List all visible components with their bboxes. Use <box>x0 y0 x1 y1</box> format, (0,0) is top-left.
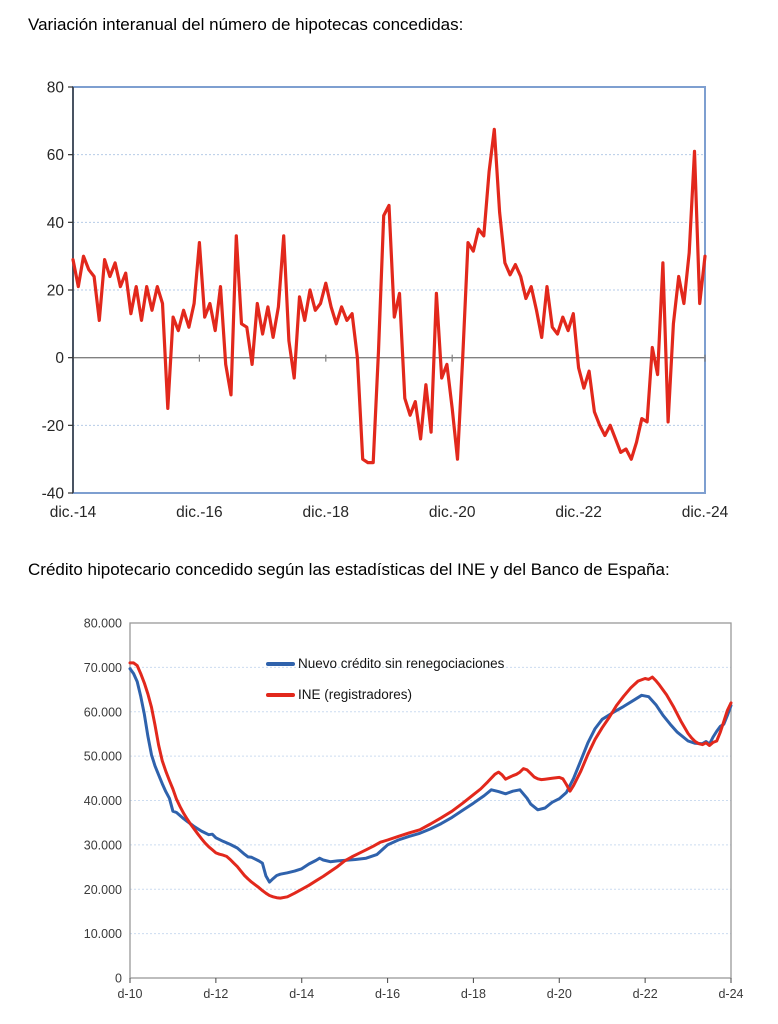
x-tick-label: dic.-16 <box>176 504 223 521</box>
x-tick-label: dic.-20 <box>428 504 476 521</box>
y-tick-label: 10.000 <box>83 927 122 942</box>
x-tick-label: dic.-14 <box>49 504 97 521</box>
x-tick-label: d-14 <box>289 987 315 1001</box>
y-tick-label: -20 <box>41 417 64 435</box>
y-tick-label: 60.000 <box>83 705 122 720</box>
y-tick-label: 60 <box>46 147 64 165</box>
y-tick-label: 40 <box>46 214 64 232</box>
x-tick-label: d-10 <box>117 987 143 1001</box>
red-line-swatch <box>266 693 295 697</box>
legend-label-nuevo-credito: Nuevo crédito sin renegociaciones <box>298 656 505 671</box>
x-tick-label: dic.-24 <box>681 504 729 521</box>
chart1-series-line <box>73 129 705 462</box>
legend-label-ine-registradores: INE (registradores) <box>298 687 413 702</box>
chart1-title: Variación interanual del número de hipotecas concedidas: <box>28 15 464 34</box>
x-tick-label: d-22 <box>632 987 658 1001</box>
y-tick-label: 0 <box>115 971 122 986</box>
y-tick-label: 0 <box>55 350 64 368</box>
x-tick-label: d-12 <box>203 987 229 1001</box>
chart2-title: Crédito hipotecario concedido según las estadísticas del INE y del Banco de España: <box>28 560 670 579</box>
legend-item-ine-registradores <box>266 679 504 710</box>
x-tick-label: dic.-18 <box>302 504 350 521</box>
x-tick-label: d-16 <box>375 987 401 1001</box>
x-tick-label: d-20 <box>546 987 572 1001</box>
x-tick-label: dic.-22 <box>555 504 602 521</box>
y-tick-label: 80 <box>46 79 64 97</box>
y-tick-label: 30.000 <box>83 838 122 853</box>
blue-line-swatch <box>266 662 295 666</box>
y-tick-label: 80.000 <box>83 616 122 631</box>
legend-item-nuevo-credito <box>266 648 504 679</box>
y-tick-label: 20.000 <box>83 882 122 897</box>
y-tick-label: 50.000 <box>83 749 122 764</box>
y-tick-label: -40 <box>41 485 64 503</box>
x-tick-label: d-24 <box>718 987 744 1001</box>
x-tick-label: d-18 <box>460 987 486 1001</box>
y-tick-label: 20 <box>46 282 64 300</box>
chart2-legend <box>266 648 504 710</box>
y-tick-label: 40.000 <box>83 794 122 808</box>
y-tick-label: 70.000 <box>83 660 122 675</box>
